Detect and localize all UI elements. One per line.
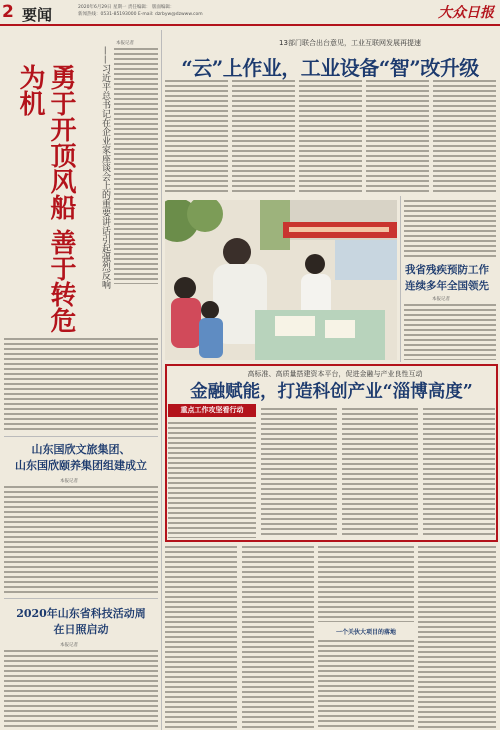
article-byline: 本报记者 <box>60 643 78 648</box>
article-headline-wenlv <box>6 442 156 474</box>
featured-article-continued <box>418 546 496 728</box>
featured-article-body <box>261 408 337 538</box>
featured-article-continued <box>242 546 314 728</box>
side-article-body <box>404 200 496 258</box>
news-photo <box>165 200 397 360</box>
column-rule <box>161 30 162 730</box>
masthead-meta <box>78 4 278 18</box>
masthead <box>0 0 500 26</box>
newspaper-logo: 大众日报 <box>438 5 494 21</box>
article-headline-line: 山东国欣颐养集团组建成立 <box>15 459 147 472</box>
lead-byline: 本报记者 <box>116 41 134 46</box>
side-article-byline: 本报记者 <box>432 297 450 302</box>
page-number: 2 <box>2 2 14 22</box>
article-rule <box>4 598 158 599</box>
top-article-kicker: 13部门联合出台意见，工业互联网发展再提速 <box>279 39 421 47</box>
section-title: 要闻 <box>22 6 53 24</box>
top-article-body <box>433 80 496 192</box>
top-article-headline: “云”上作业，工业设备“智”改升级 <box>181 56 479 80</box>
article-headline-line: 山东国欣文旅集团、 <box>31 443 131 456</box>
lead-headline: 勇于开顶风船 善于转危为机 <box>15 64 76 334</box>
side-article-body <box>404 304 496 360</box>
top-article-body <box>232 80 295 192</box>
masthead-meta-line2: 新闻热线：0531-85193000 E-mail: dzrbyw@dzwww.com <box>78 12 203 17</box>
featured-article-continued <box>318 546 414 622</box>
article-body-text <box>4 486 158 594</box>
article-headline-line: 在日照启动 <box>53 623 109 636</box>
featured-article-tag: 重点工作攻坚看行动 <box>168 404 256 417</box>
featured-article-continued <box>318 640 414 728</box>
top-article-body <box>299 80 362 192</box>
top-article-body <box>165 80 228 192</box>
news-photo-illustration <box>165 200 397 360</box>
article-body-text <box>4 650 158 728</box>
featured-article-continued <box>165 546 237 728</box>
featured-article-headline: 金融赋能，打造科创产业“淄博高度” <box>190 382 473 402</box>
column-rule <box>400 196 401 362</box>
lead-subheadline: ——习近平总书记在企业家座谈会上的重要讲话引起强烈反响 <box>100 46 110 289</box>
featured-article-kicker: 高标准、高质量搭建资本平台，促进金融与产业良性互动 <box>247 370 423 378</box>
side-article-headline-line: 我省残疾预防工作 <box>405 264 489 276</box>
featured-article-body <box>168 422 256 538</box>
side-article-headline-line: 连续多年全国领先 <box>405 280 489 292</box>
featured-article-body <box>342 408 418 538</box>
article-headline-line: 2020年山东省科技活动周 <box>16 607 146 620</box>
lead-body-text <box>114 48 158 284</box>
article-headline-keji <box>6 606 156 638</box>
featured-article-body <box>423 408 495 538</box>
lead-body-text <box>4 338 158 433</box>
masthead-meta-line1: 2020年6月29日 星期一 责任编辑： 版面编辑： <box>78 5 175 10</box>
article-rule <box>4 436 158 437</box>
side-article-headline <box>405 262 497 294</box>
article-byline: 本报记者 <box>60 479 78 484</box>
featured-article-subhead: 一个关伙大项目的落地 <box>335 629 396 636</box>
top-article-body <box>366 80 429 192</box>
